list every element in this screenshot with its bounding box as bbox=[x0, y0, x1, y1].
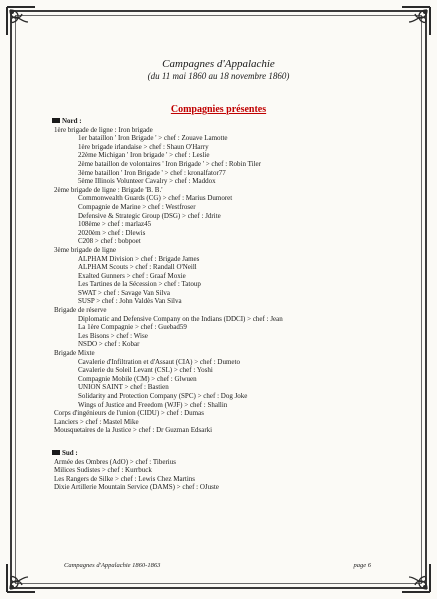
list-group-heading: 3ème brigade de ligne bbox=[54, 245, 117, 254]
list-item: UNION SAINT > chef : Bastien bbox=[78, 383, 169, 392]
list-item: 22ème Michigan ' Iron brigade ' > chef : Leslie bbox=[78, 151, 210, 160]
list-group-heading: Lanciers > chef : Mastel Mike bbox=[54, 417, 139, 426]
list-item: Les Bisons > chef : Wise bbox=[78, 331, 148, 340]
list-item: Compagnie de Marine > chef : Westfroser bbox=[78, 202, 196, 211]
corner-ornament-icon bbox=[399, 4, 433, 38]
list-item: Commonwealth Guards (CG) > chef : Marius Dumoret bbox=[78, 194, 233, 203]
companies-list bbox=[52, 117, 412, 492]
list-item: 2ème bataillon de volontaires ' Iron Brigade ' > chef : Robin Tiler bbox=[78, 159, 261, 168]
list-item: Diplomatic and Defensive Company on the Indians (DDCI) > chef : Jean bbox=[78, 314, 283, 323]
list-item: ALPHAM Division > chef : Brigade James bbox=[78, 254, 200, 263]
list-item: SWAT > chef : Savage Van Silva bbox=[78, 288, 170, 297]
list-item: 108ème > chef : marlaz45 bbox=[78, 220, 152, 229]
south-companies bbox=[52, 458, 412, 492]
section-title: Compagnies présentes bbox=[170, 104, 267, 115]
list-item: La 1ère Compagnie > chef : Guebad59 bbox=[78, 323, 187, 332]
corner-ornament-icon bbox=[4, 561, 38, 595]
document-subtitle: (du 11 mai 1860 au 18 novembre 1860) bbox=[147, 71, 290, 81]
square-bullet-icon bbox=[52, 118, 60, 123]
list-group-heading: Les Rangers de Silke > chef : Lewis Chez Martins bbox=[54, 474, 195, 483]
list-item: 3ème bataillon ' Iron Brigade ' > chef : kronalfator77 bbox=[78, 168, 226, 177]
list-group-heading: 1ère brigade de ligne : Iron brigade bbox=[54, 125, 153, 134]
document-title: Campagnes d'Appalachie bbox=[162, 58, 275, 70]
list-item: Defensive & Strategic Group (DSG) > chef : Jdrite bbox=[78, 211, 221, 220]
list-group-heading: Corps d'ingénieurs de l'union (CIDU) > chef : Dumas bbox=[54, 409, 204, 418]
list-item: 2020èm > chef : Dlewis bbox=[78, 228, 146, 237]
list-item: Les Tartines de la Sécession > chef : Tatoup bbox=[78, 280, 201, 289]
north-heading-label: Nord : bbox=[62, 117, 82, 125]
list-item: Solidarity and Protection Company (SPC) > chef : Dog Joke bbox=[78, 392, 248, 400]
list-item: ALPHAM Scouts > chef : Randall O'Neill bbox=[78, 263, 197, 272]
footer-page-number: page 6 bbox=[353, 562, 371, 569]
corner-ornament-icon bbox=[399, 561, 433, 595]
south-heading-label: Sud : bbox=[62, 448, 78, 457]
list-item: 1ère brigade irlandaise > chef : Shaun O'Harry bbox=[78, 142, 209, 151]
list-group-heading: 2ème brigade de ligne : Brigade 'B. B.' bbox=[54, 185, 163, 194]
list-group-heading: Milices Sudistes > chef : Kurrbuck bbox=[54, 466, 152, 475]
south-heading bbox=[52, 449, 412, 458]
north-heading bbox=[52, 117, 412, 126]
list-item: Wings of Justice and Freedom (WJF) > chef : Shallin bbox=[78, 400, 228, 409]
list-item: C208 > chef : bobpoet bbox=[78, 237, 141, 246]
square-bullet-icon bbox=[52, 450, 60, 455]
list-item: Exalted Gunners > chef : Graaf Moxie bbox=[78, 271, 186, 280]
list-item: Compagnie Mobile (CM) > chef : Glwuen bbox=[78, 374, 197, 383]
list-group-heading: Brigade Mixte bbox=[54, 349, 95, 358]
footer-left: Campagnes d'Appalachie 1860-1863 bbox=[64, 562, 161, 569]
list-item: 5ème Illinois Volunteer Cavalry > chef : Maddox bbox=[78, 177, 216, 186]
corner-ornament-icon bbox=[4, 4, 38, 38]
list-group-heading: Mousquetaires de la Justice > chef : Dr Guzman Edsarki bbox=[54, 426, 213, 435]
list-group-heading: Brigade de réserve bbox=[54, 306, 107, 315]
spacer bbox=[52, 435, 412, 449]
list-item: NSDO > chef : Kobar bbox=[78, 340, 140, 349]
list-item: SUSP > chef : John Valdès Van Silva bbox=[78, 297, 182, 306]
list-item: 1er bataillon ' Iron Brigade ' > chef : Zouave Lamotte bbox=[78, 134, 228, 143]
list-group-heading: Armée des Ombres (AdO) > chef : Tiberius bbox=[54, 457, 176, 466]
list-group-heading: Dixie Artillerie Mountain Service (DAMS) > chef : OJuste bbox=[54, 483, 219, 492]
list-item: Cavalerie du Soleil Levant (CSL) > chef : Yoshi bbox=[78, 366, 213, 375]
north-companies bbox=[52, 126, 412, 435]
list-item: Cavalerie d'Infiltration et d'Assaut (CIA) > chef : Dumeto bbox=[78, 357, 240, 366]
